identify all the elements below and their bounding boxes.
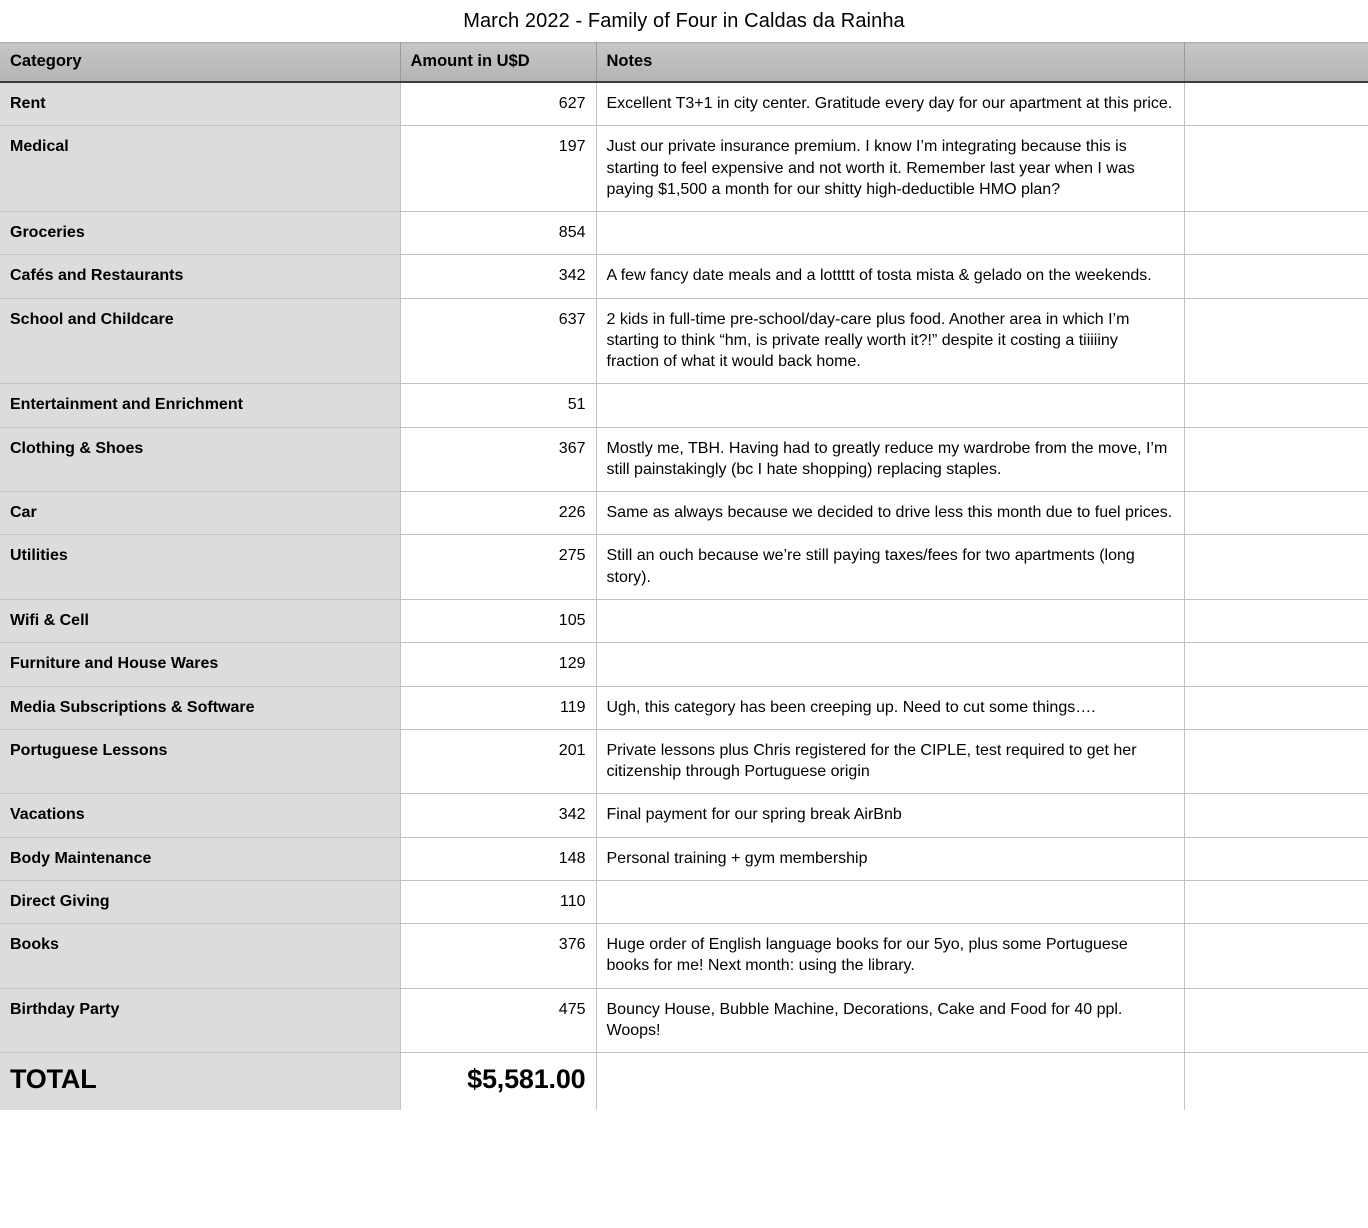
table-row: [0, 535, 1368, 600]
cell-category[interactable]: Groceries: [0, 212, 400, 255]
cell-extra[interactable]: [1184, 212, 1368, 255]
table-row: [0, 255, 1368, 298]
total-amount[interactable]: $5,581.00: [400, 1053, 596, 1110]
table-row: [0, 384, 1368, 427]
cell-extra[interactable]: [1184, 126, 1368, 212]
cell-notes[interactable]: [596, 880, 1184, 923]
cell-notes[interactable]: Final payment for our spring break AirBnb: [596, 794, 1184, 837]
budget-table: [0, 42, 1368, 1110]
cell-amount[interactable]: 201: [400, 729, 596, 794]
total-extra[interactable]: [1184, 1053, 1368, 1110]
column-header-extra[interactable]: [1184, 43, 1368, 83]
page-title-bar: [0, 0, 1368, 42]
cell-notes[interactable]: Same as always because we decided to drive less this month due to fuel prices.: [596, 492, 1184, 535]
cell-notes[interactable]: [596, 212, 1184, 255]
table-row: [0, 988, 1368, 1053]
cell-extra[interactable]: [1184, 837, 1368, 880]
page-title: March 2022 - Family of Four in Caldas da Rainha: [463, 9, 905, 32]
cell-amount[interactable]: 627: [400, 82, 596, 126]
cell-amount[interactable]: 51: [400, 384, 596, 427]
cell-amount[interactable]: 105: [400, 599, 596, 642]
cell-amount[interactable]: 148: [400, 837, 596, 880]
cell-amount[interactable]: 226: [400, 492, 596, 535]
total-row: [0, 1053, 1368, 1110]
table-row: [0, 298, 1368, 384]
table-row: [0, 427, 1368, 492]
table-row: [0, 126, 1368, 212]
cell-category[interactable]: Car: [0, 492, 400, 535]
cell-notes[interactable]: Just our private insurance premium. I know I’m integrating because this is starting to feel expensive and not worth it. Remember last year when I was paying $1,500 a month for our shitty high-deductible HMO plan?: [596, 126, 1184, 212]
cell-extra[interactable]: [1184, 686, 1368, 729]
table-row: [0, 837, 1368, 880]
column-header-category[interactable]: Category: [0, 43, 400, 83]
table-row: [0, 880, 1368, 923]
cell-category[interactable]: Medical: [0, 126, 400, 212]
cell-extra[interactable]: [1184, 492, 1368, 535]
table-row: [0, 492, 1368, 535]
cell-extra[interactable]: [1184, 643, 1368, 686]
cell-extra[interactable]: [1184, 384, 1368, 427]
cell-extra[interactable]: [1184, 794, 1368, 837]
cell-amount[interactable]: 475: [400, 988, 596, 1053]
column-header-amount[interactable]: Amount in U$D: [400, 43, 596, 83]
cell-notes[interactable]: Ugh, this category has been creeping up. Need to cut some things….: [596, 686, 1184, 729]
cell-amount[interactable]: 342: [400, 255, 596, 298]
total-notes[interactable]: [596, 1053, 1184, 1110]
cell-category[interactable]: Direct Giving: [0, 880, 400, 923]
table-row: [0, 686, 1368, 729]
table-row: [0, 729, 1368, 794]
column-header-notes[interactable]: Notes: [596, 43, 1184, 83]
table-row: [0, 212, 1368, 255]
cell-extra[interactable]: [1184, 255, 1368, 298]
table-body: [0, 82, 1368, 1110]
cell-category[interactable]: Birthday Party: [0, 988, 400, 1053]
cell-category[interactable]: Furniture and House Wares: [0, 643, 400, 686]
cell-extra[interactable]: [1184, 880, 1368, 923]
cell-notes[interactable]: Huge order of English language books for our 5yo, plus some Portuguese books for me! Next month: using the library.: [596, 924, 1184, 989]
total-label[interactable]: TOTAL: [0, 1053, 400, 1110]
cell-notes[interactable]: [596, 599, 1184, 642]
cell-notes[interactable]: Still an ouch because we’re still paying taxes/fees for two apartments (long story).: [596, 535, 1184, 600]
cell-category[interactable]: Media Subscriptions & Software: [0, 686, 400, 729]
cell-category[interactable]: Books: [0, 924, 400, 989]
cell-extra[interactable]: [1184, 82, 1368, 126]
cell-notes[interactable]: Bouncy House, Bubble Machine, Decorations, Cake and Food for 40 ppl. Woops!: [596, 988, 1184, 1053]
table-row: [0, 82, 1368, 126]
table-header-row: [0, 43, 1368, 83]
cell-category[interactable]: Vacations: [0, 794, 400, 837]
cell-amount[interactable]: 367: [400, 427, 596, 492]
cell-category[interactable]: Rent: [0, 82, 400, 126]
cell-category[interactable]: Utilities: [0, 535, 400, 600]
cell-notes[interactable]: Personal training + gym membership: [596, 837, 1184, 880]
cell-extra[interactable]: [1184, 535, 1368, 600]
cell-category[interactable]: Portuguese Lessons: [0, 729, 400, 794]
table-row: [0, 599, 1368, 642]
table-row: [0, 924, 1368, 989]
cell-amount[interactable]: 854: [400, 212, 596, 255]
cell-extra[interactable]: [1184, 427, 1368, 492]
table-row: [0, 794, 1368, 837]
cell-amount[interactable]: 342: [400, 794, 596, 837]
cell-category[interactable]: Clothing & Shoes: [0, 427, 400, 492]
cell-category[interactable]: School and Childcare: [0, 298, 400, 384]
cell-category[interactable]: Entertainment and Enrichment: [0, 384, 400, 427]
cell-notes[interactable]: [596, 643, 1184, 686]
cell-notes[interactable]: Mostly me, TBH. Having had to greatly reduce my wardrobe from the move, I’m still painstakingly (bc I hate shopping) replacing staples.: [596, 427, 1184, 492]
cell-extra[interactable]: [1184, 298, 1368, 384]
cell-extra[interactable]: [1184, 988, 1368, 1053]
cell-amount[interactable]: 129: [400, 643, 596, 686]
cell-amount[interactable]: 637: [400, 298, 596, 384]
cell-extra[interactable]: [1184, 924, 1368, 989]
cell-extra[interactable]: [1184, 729, 1368, 794]
table-row: [0, 643, 1368, 686]
cell-notes[interactable]: [596, 384, 1184, 427]
cell-notes[interactable]: Excellent T3+1 in city center. Gratitude every day for our apartment at this price.: [596, 82, 1184, 126]
cell-category[interactable]: Wifi & Cell: [0, 599, 400, 642]
cell-notes[interactable]: A few fancy date meals and a lottttt of tosta mista & gelado on the weekends.: [596, 255, 1184, 298]
cell-amount[interactable]: 110: [400, 880, 596, 923]
cell-category[interactable]: Cafés and Restaurants: [0, 255, 400, 298]
cell-amount[interactable]: 275: [400, 535, 596, 600]
cell-amount[interactable]: 119: [400, 686, 596, 729]
cell-notes[interactable]: 2 kids in full-time pre-school/day-care plus food. Another area in which I’m starting to think “hm, is private really worth it?!” despite it costing a tiiiiiny fraction of what it would back home.: [596, 298, 1184, 384]
cell-amount[interactable]: 197: [400, 126, 596, 212]
table-header: [0, 43, 1368, 83]
cell-category[interactable]: Body Maintenance: [0, 837, 400, 880]
cell-extra[interactable]: [1184, 599, 1368, 642]
cell-amount[interactable]: 376: [400, 924, 596, 989]
cell-notes[interactable]: Private lessons plus Chris registered for the CIPLE, test required to get her citizenship through Portuguese origin: [596, 729, 1184, 794]
